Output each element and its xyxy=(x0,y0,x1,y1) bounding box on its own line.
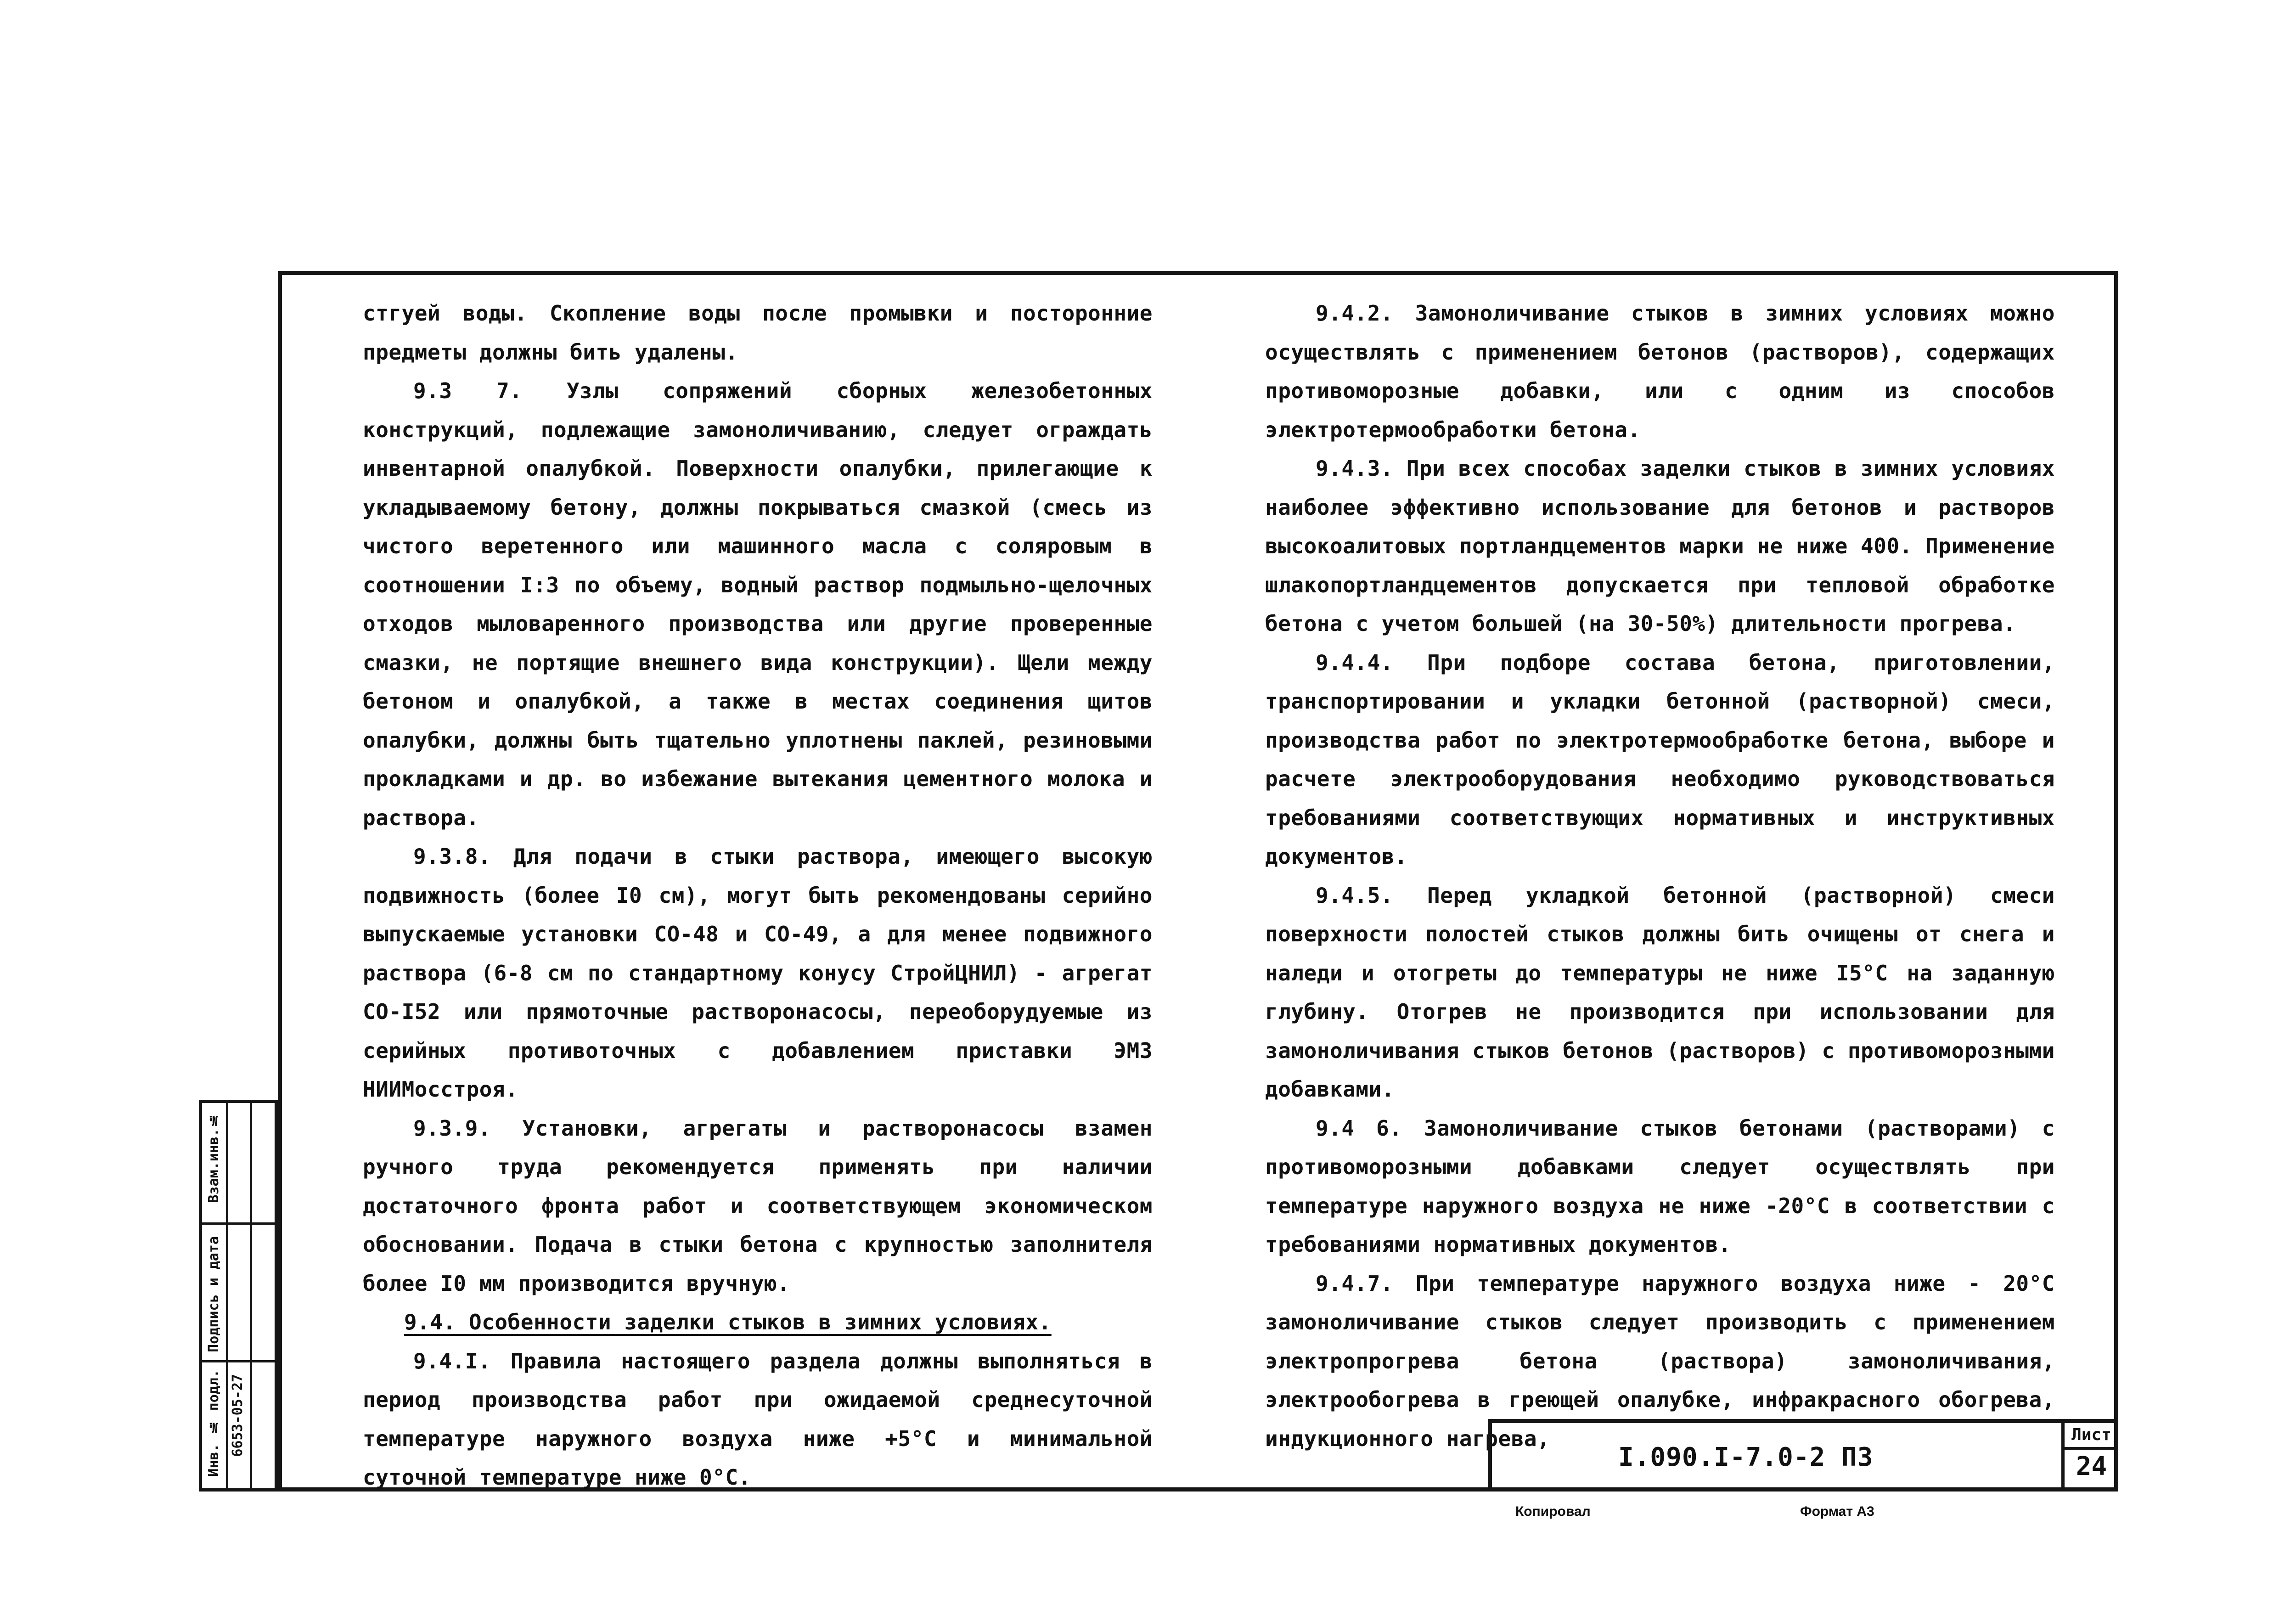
left-text-column xyxy=(363,294,1153,1497)
paragraph-9-4-6: 9.4 6. Замоноличивание стыков бетонами (растворами) с противоморозными добавками следует осуществлять при температуре наружного воздуха не ниже -20°С в соответствии с требованиями нормативных документов. xyxy=(1265,1115,2055,1257)
stamp-row-divider-upper xyxy=(202,1222,275,1225)
title-block xyxy=(1488,1419,2118,1492)
section-heading-9-4: 9.4. Особенности заделки стыков в зимних условиях. xyxy=(404,1310,1052,1334)
paragraph-9-4-2: 9.4.2. Замоноличивание стыков в зимних условиях можно осуществлять с применением бетонов (растворов), содержащих противоморозные добавки, или с одним из способов электротермообработки бетона. xyxy=(1265,301,2055,442)
stamp-inv-value: 6653-05-27 xyxy=(230,1374,246,1457)
inventory-stamp xyxy=(199,1100,278,1492)
left-paragraph-1: стгуей воды. Скопление воды после промывки и посторонние предметы должны бить удалены. xyxy=(363,301,1153,365)
stamp-inv-label: Инв. № подл. xyxy=(206,1369,222,1477)
sheet-number: 24 xyxy=(2076,1452,2107,1481)
stamp-row-divider xyxy=(202,1360,275,1362)
sheet-label: Лист xyxy=(2065,1423,2118,1450)
paragraph-9-4-1: 9.4.I. Правила настоящего раздела должны выполняться в период производства работ при ожидаемой среднесуточной температуре наружного воздуха ниже +5°С и минимальной суточной температуре ниже 0°С. xyxy=(363,1348,1153,1490)
format-label: Формат А3 xyxy=(1800,1504,1874,1519)
paragraph-9-4-4: 9.4.4. При подборе состава бетона, приготовлении, транспортировании и укладки бетонной (растворной) смеси, производства работ по электротермообработке бетона, выборе и расчете электрооборудования необходимо руководствоваться требованиями соответствующих нормативных и инструктивных документов. xyxy=(1265,650,2055,869)
paragraph-9-4-5: 9.4.5. Перед укладкой бетонной (растворной) смеси поверхности полостей стыков должны бить очищены от снега и наледи и отогреты до температуры не ниже I5°С на заданную глубину. Отогрев не производится при использовании для замоноличивания стыков бетонов (растворов) с противоморозными добавками. xyxy=(1265,883,2055,1102)
document-code: I.090.I-7.0-2 ПЗ xyxy=(1618,1442,1874,1472)
sheet-number-box xyxy=(2061,1423,2118,1492)
paragraph-9-4-7: 9.4.7. При температуре наружного воздуха ниже - 20°С замоноличивание стыков следует производить с применением электропрогрева бетона (раствора) замоноличивания, электрообогрева в греющей опалубке, инфракрасного обогрева, индукционного нагрева, xyxy=(1265,1271,2055,1451)
paragraph-9-3-8: 9.3.8. Для подачи в стыки раствора, имеющего высокую подвижность (более I0 см), могут быть рекомендованы серийно выпускаемые установки СО-48 и СО-49, а для менее подвижного раствора (6-8 см по стандартному конусу СтройЦНИЛ) - агрегат СО-I52 или прямоточные растворонасосы, переоборудуемые из серийных противоточных с добавлением приставки ЭМЗ НИИМосстроя. xyxy=(363,844,1153,1102)
paragraph-9-3-9: 9.3.9. Установки, агрегаты и растворонасосы взамен ручного труда рекомендуется применять при наличии достаточного фронта работ и соответствующем экономическом обосновании. Подача в стыки бетона с крупностью заполнителя более I0 мм производится вручную. xyxy=(363,1115,1153,1296)
paragraph-9-3-7: 9.3 7. Узлы сопряжений сборных железобетонных конструкций, подлежащие замоноличиванию, следует ограждать инвентарной опалубкой. Поверхности опалубки, прилегающие к укладываемому бетону, должны покрываться смазкой (смесь из чистого веретенного или машинного масла с соляровым в соотношении I:3 по объему, водный раствор подмыльно-щелочных отходов мыловаренного производства или другие проверенные смазки, не портящие внешнего вида конструкции). Щели между бетоном и опалубкой, а также в местах соединения щитов опалубки, должны быть тщательно уплотнены паклей, резиновыми прокладками и др. во избежание вытекания цементного молока и раствора. xyxy=(363,378,1153,830)
stamp-replaced-inv-label: Взам.инв.№ xyxy=(206,1112,222,1203)
copied-by-label: Копировал xyxy=(1515,1504,1591,1519)
right-text-column xyxy=(1265,294,2055,1458)
stamp-signature-label: Подпись и дата xyxy=(206,1236,222,1352)
paragraph-9-4-3: 9.4.3. При всех способах заделки стыков в зимних условиях наиболее эффективно использование для бетонов и растворов высокоалитовых портландцементов марки не ниже 400. Применение шлакопортландцементов допускается при тепловой обработке бетона с учетом большей (на 30-50%) длительности прогрева. xyxy=(1265,456,2055,636)
